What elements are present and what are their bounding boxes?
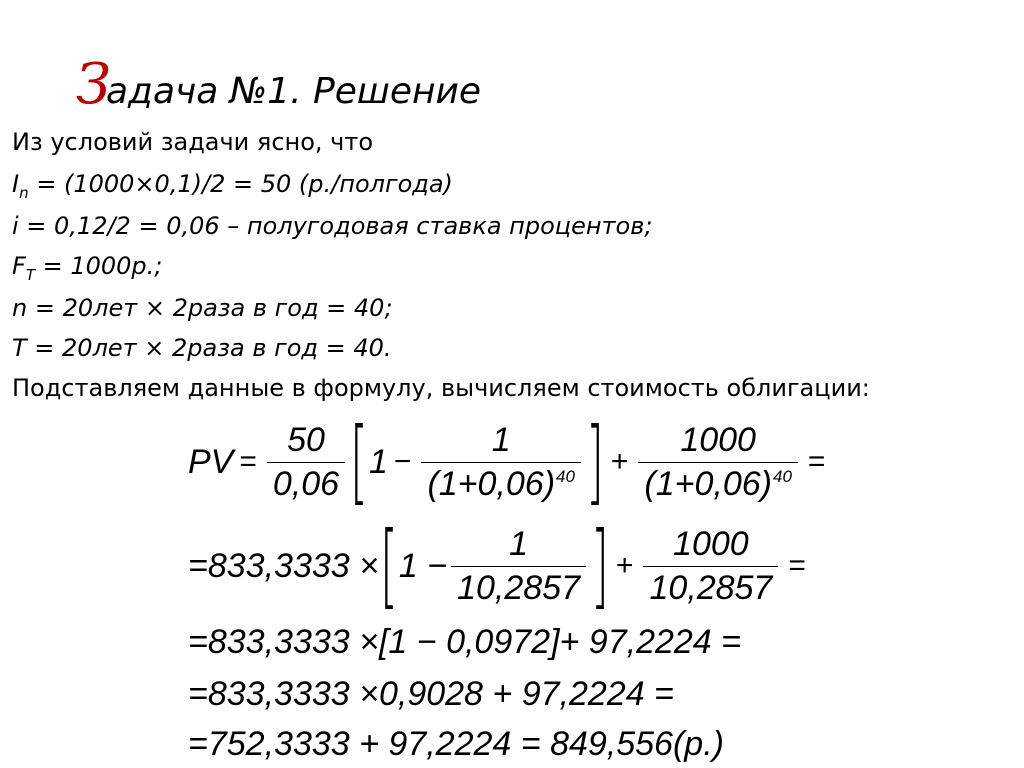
title-first-letter: З — [76, 52, 105, 117]
line-rate: i = 0,12/2 = 0,06 – полугодовая ставка процентов; — [12, 212, 653, 240]
formula-line-3: =833,3333 ×[1 − 0,0972]+ 97,2224 = — [188, 622, 742, 661]
formula-line-4: =833,3333 ×0,9028 + 97,2224 = — [188, 674, 674, 713]
formula-line-2: =833,3333 × [ 1 − $\frac{1}{10,2857}$ ] + $\frac{1000}{10,2857}$ = — [188, 512, 806, 619]
slide-title — [76, 52, 481, 117]
line-periods-t: T = 20лет × 2раза в год = 40. — [12, 334, 392, 362]
formula-line-1: PV = $\frac{50}{0,06}$ [ 1 − $\frac{1}{(1+0,06)^{40}}$ ] + $\frac{1000}{(1+0,06)^{40}}$ = — [188, 408, 826, 515]
intro-text: Из условий задачи ясно, что — [12, 128, 374, 156]
substitution-text: Подставляем данные в формулу, вычисляем стоимость облигации: — [12, 374, 870, 402]
title-rest: адача №1. Решение — [106, 71, 482, 112]
line-interest: $I_n = (1000\times 0,1)/2 = 50$ (р./полгода) — [12, 170, 453, 202]
line-face-value: $F_T = 1000р$.; — [12, 252, 163, 284]
formula-line-5: =752,3333 + 97,2224 = 849,556(р.) — [188, 724, 724, 763]
line-periods-n: n = 20лет × 2раза в год = 40; — [12, 294, 393, 322]
